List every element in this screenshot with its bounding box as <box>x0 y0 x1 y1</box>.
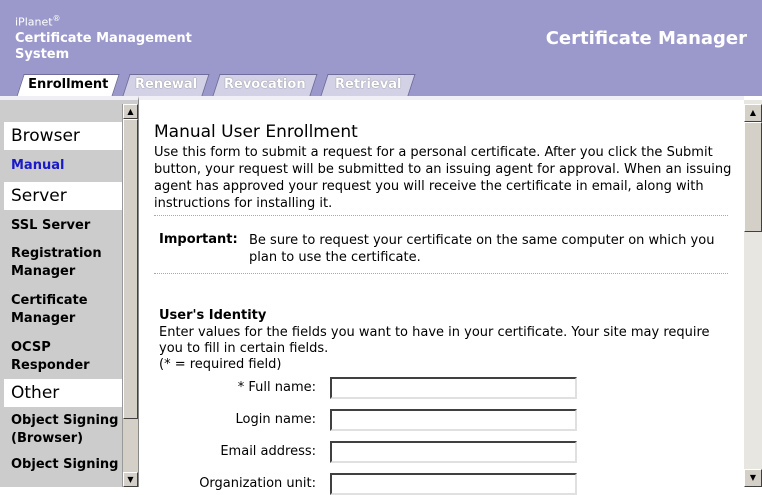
sidebar-item-object-signing-browser[interactable] <box>4 407 122 453</box>
scroll-down-arrow-icon[interactable]: ▼ <box>123 472 138 487</box>
sidebar-item-ocsp-responder[interactable] <box>4 335 122 379</box>
important-label: Important: <box>159 232 238 247</box>
app-title: Certificate Manager <box>545 28 747 49</box>
divider <box>154 215 728 216</box>
required-field-note: (* = required field) <box>159 357 282 372</box>
login-name-label: Login name: <box>235 412 316 427</box>
sidebar-item-ssl-server[interactable]: SSL Server <box>11 218 91 233</box>
scrollbar-thumb[interactable] <box>123 119 138 419</box>
login-name-field[interactable] <box>330 409 577 431</box>
scrollbar-thumb[interactable] <box>744 122 762 232</box>
sidebar-item-label: Manager <box>11 264 76 279</box>
sidebar-item-registration-manager[interactable] <box>4 242 122 288</box>
sidebar-item-label: Certificate <box>11 293 88 308</box>
sidebar-item-manual[interactable]: Manual <box>11 158 65 173</box>
intro-text: Use this form to submit a request for a personal certificate. After you click the Submit button, your request will be submitted to an issuing agent for approval. When an issuing agent has approved your request you will receive the certificate in email, along with instructions for installing it. <box>154 145 732 211</box>
tab-retrieval[interactable]: Retrieval <box>320 74 415 96</box>
sidebar-heading-other: Other <box>4 379 122 407</box>
main-scrollbar[interactable] <box>744 100 762 487</box>
page-title: Manual User Enrollment <box>154 122 358 142</box>
sidebar-item-object-signing[interactable]: Object Signing <box>11 457 119 472</box>
sidebar <box>0 96 138 487</box>
full-name-field[interactable] <box>330 377 577 399</box>
sidebar-item-certificate-manager[interactable] <box>4 288 122 335</box>
email-field[interactable] <box>330 441 577 463</box>
scroll-up-arrow-icon[interactable]: ▲ <box>123 104 138 119</box>
tab-renewal[interactable]: Renewal <box>122 74 209 96</box>
brand-name: iPlanet® <box>15 14 61 29</box>
product-name-line2: System <box>15 47 70 62</box>
product-name-line1: Certificate Management <box>15 31 192 46</box>
organization-unit-field[interactable] <box>330 473 577 495</box>
email-address-label: Email address: <box>220 444 316 459</box>
organization-unit-label: Organization unit: <box>199 476 316 491</box>
identity-description <box>159 325 719 373</box>
important-text: Be sure to request your certificate on the same computer on which you plan to use the certificate. <box>249 233 715 265</box>
tab-revocation[interactable]: Revocation <box>212 74 317 96</box>
sidebar-nav <box>4 100 122 474</box>
sidebar-heading-server: Server <box>4 182 122 210</box>
scroll-down-arrow-icon[interactable]: ▼ <box>744 469 762 487</box>
sidebar-item-label: Responder <box>11 358 90 373</box>
full-name-label: * Full name: <box>237 380 316 395</box>
divider <box>154 273 728 274</box>
scroll-up-arrow-icon[interactable]: ▲ <box>744 104 762 122</box>
section-title-identity: User's Identity <box>159 308 267 323</box>
identity-description-text: Enter values for the fields you want to have in your certificate. Your site may require you to fill in certain fields. <box>159 325 710 356</box>
sidebar-item-label: OCSP <box>11 340 51 355</box>
sidebar-scrollbar[interactable] <box>122 104 138 487</box>
sidebar-item-label: Manager <box>11 311 76 326</box>
app-header <box>0 0 762 96</box>
sidebar-item-label: Object Signing <box>11 413 119 428</box>
sidebar-heading-browser: Browser <box>4 122 122 150</box>
sidebar-item-label: Registration <box>11 246 102 261</box>
sidebar-item-label: (Browser) <box>11 431 84 446</box>
tab-enrollment[interactable]: Enrollment <box>16 74 119 97</box>
main-content <box>138 96 744 491</box>
